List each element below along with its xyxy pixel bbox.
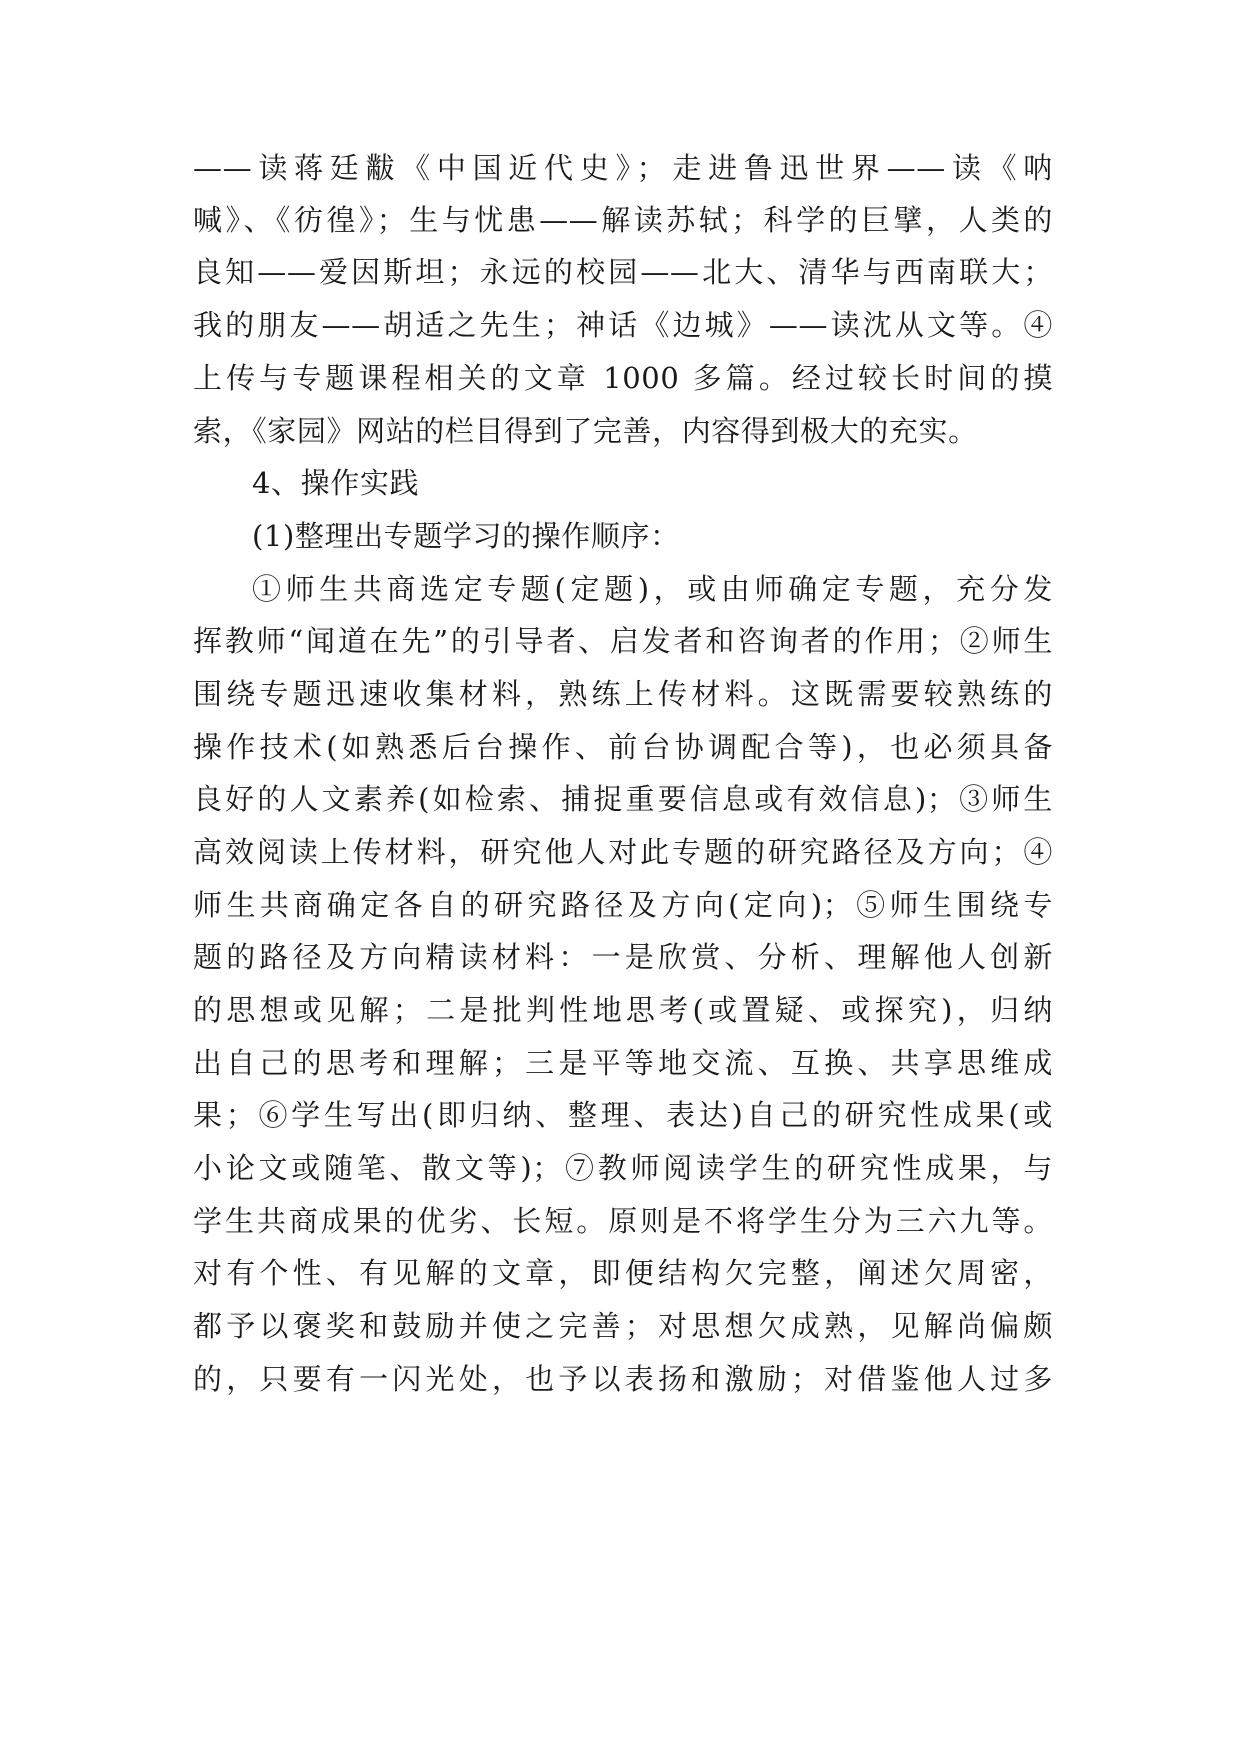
text-line: 良知——爱因斯坦；永远的校园——北大、清华与西南联大； [193, 255, 1053, 289]
text-line: 的思想或见解；二是批判性地思考(或置疑、或探究)，归纳 [193, 993, 1053, 1027]
text-line: 操作技术(如熟悉后台操作、前台协调配合等)，也必须具备 [193, 730, 1053, 764]
text-line: ①师生共商选定专题(定题)，或由师确定专题，充分发 [252, 572, 1053, 606]
text-line: ——读蒋廷黻《中国近代史》；走进鲁迅世界——读《呐 [193, 151, 1053, 185]
section-heading: 4、操作实践 [252, 466, 420, 500]
text-line: 都予以褒奖和鼓励并使之完善；对思想欠成熟，见解尚偏颇 [193, 1309, 1053, 1343]
subsection-heading: (1)整理出专题学习的操作顺序： [252, 519, 680, 553]
text-line: 围绕专题迅速收集材料，熟练上传材料。这既需要较熟练的 [193, 677, 1053, 711]
text-line: 挥教师“闻道在先”的引导者、启发者和咨询者的作用；②师生 [193, 624, 1053, 658]
text-line: 我的朋友——胡适之先生；神话《边城》——读沈从文等。④ [193, 308, 1053, 342]
text-line: 的，只要有一闪光处，也予以表扬和激励；对借鉴他人过多 [193, 1362, 1053, 1396]
text-line: 上传与专题课程相关的文章 1000 多篇。经过较长时间的摸 [193, 361, 1053, 395]
text-line: 喊》、《彷徨》；生与忧患——解读苏轼；科学的巨擘，人类的 [193, 203, 1053, 237]
text-line: 题的路径及方向精读材料：一是欣赏、分析、理解他人创新 [193, 940, 1053, 974]
text-line: 出自己的思考和理解；三是平等地交流、互换、共享思维成 [193, 1046, 1053, 1080]
text-line: 小论文或随笔、散文等)；⑦教师阅读学生的研究性成果，与 [193, 1151, 1053, 1185]
text-line: 对有个性、有见解的文章，即便结构欠完整，阐述欠周密， [193, 1256, 1053, 1290]
text-line: 良好的人文素养(如检索、捕捉重要信息或有效信息)；③师生 [193, 782, 1053, 816]
text-line: 索，《家园》网站的栏目得到了完善，内容得到极大的充实。 [193, 414, 978, 448]
text-line: 学生共商成果的优劣、长短。原则是不将学生分为三六九等。 [193, 1204, 1053, 1238]
text-line: 果；⑥学生写出(即归纳、整理、表达)自己的研究性成果(或 [193, 1098, 1053, 1132]
text-line: 师生共商确定各自的研究路径及方向(定向)；⑤师生围绕专 [193, 888, 1053, 922]
text-line: 高效阅读上传材料，研究他人对此专题的研究路径及方向；④ [193, 835, 1053, 869]
